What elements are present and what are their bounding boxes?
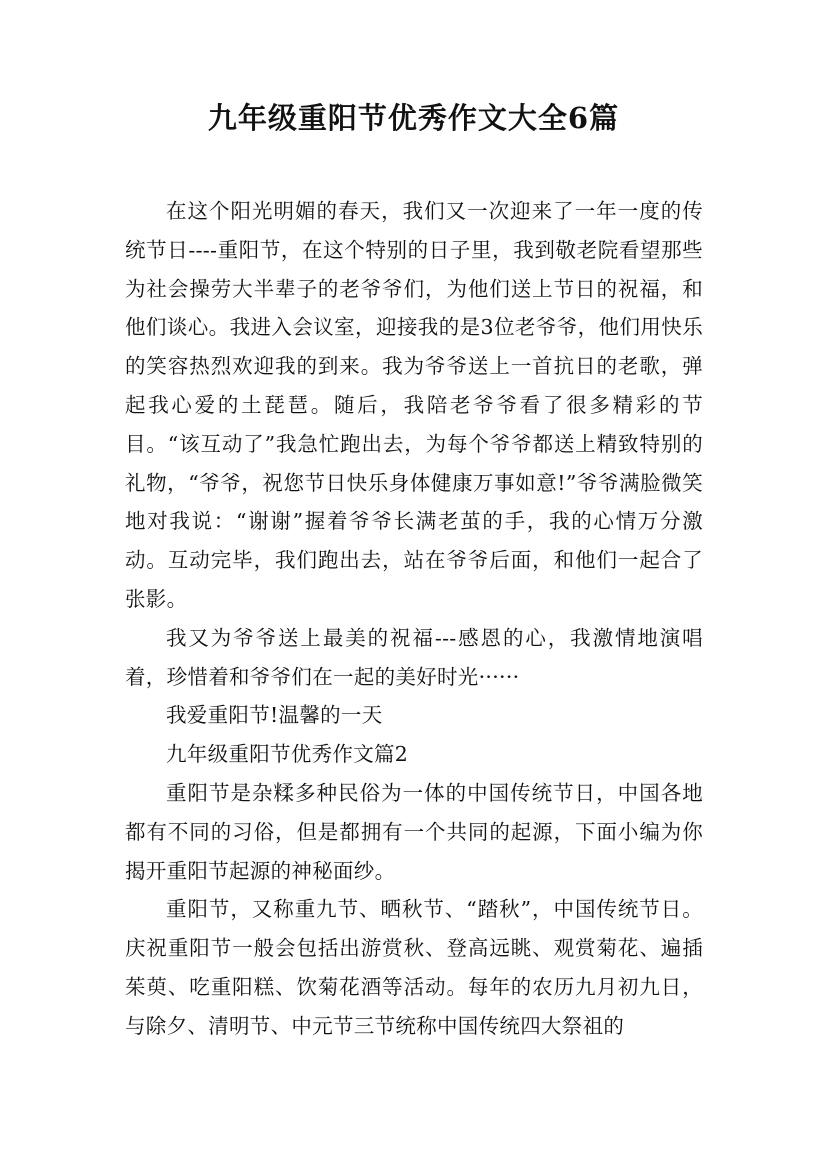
document-body (125, 192, 703, 1046)
paragraph-6: 重阳节，又称重九节、晒秋节、“踏秋”，中国传统节日。庆祝重阳节一般会包括出游赏秋、登高远眺、观赏菊花、遍插茱萸、吃重阳糕、饮菊花酒等活动。每年的农历九月初九日，与除夕、清明节、中元节三节统称中国传统四大祭祖的 (125, 897, 703, 1038)
paragraph-5: 重阳节是杂糅多种民俗为一体的中国传统节日，中国各地都有不同的习俗，但是都拥有一个共同的起源，下面小编为你揭开重阳节起源的神秘面纱。 (125, 780, 703, 883)
paragraph-2: 我又为爷爷送上最美的祝福---感恩的心，我激情地演唱着，珍惜着和爷爷们在一起的美好时光······ (125, 625, 703, 689)
section-heading-2: 九年级重阳节优秀作文篇2 (166, 742, 409, 767)
document-title: 九年级重阳节优秀作文大全6篇 (207, 101, 620, 135)
paragraph-1: 在这个阳光明媚的春天，我们又一次迎来了一年一度的传统节日----重阳节，在这个特别的日子里，我到敬老院看望那些为社会操劳大半辈子的老爷爷们，为他们送上节日的祝福，和他们谈心。我进入会议室，迎接我的是3位老爷爷，他们用快乐的笑容热烈欢迎我的到来。我为爷爷送上一首抗日的老歌，弹起我心爱的土琵琶。随后，我陪老爷爷看了很多精彩的节目。“该互动了”我急忙跑出去，为每个爷爷都送上精致特别的礼物，“爷爷，祝您节日快乐身体健康万事如意!”爷爷满脸微笑地对我说：“谢谢”握着爷爷长满老茧的手，我的心情万分激动。互动完毕，我们跑出去，站在爷爷后面，和他们一起合了张影。 (125, 199, 703, 611)
paragraph-3: 我爱重阳节!温馨的一天 (166, 703, 383, 728)
